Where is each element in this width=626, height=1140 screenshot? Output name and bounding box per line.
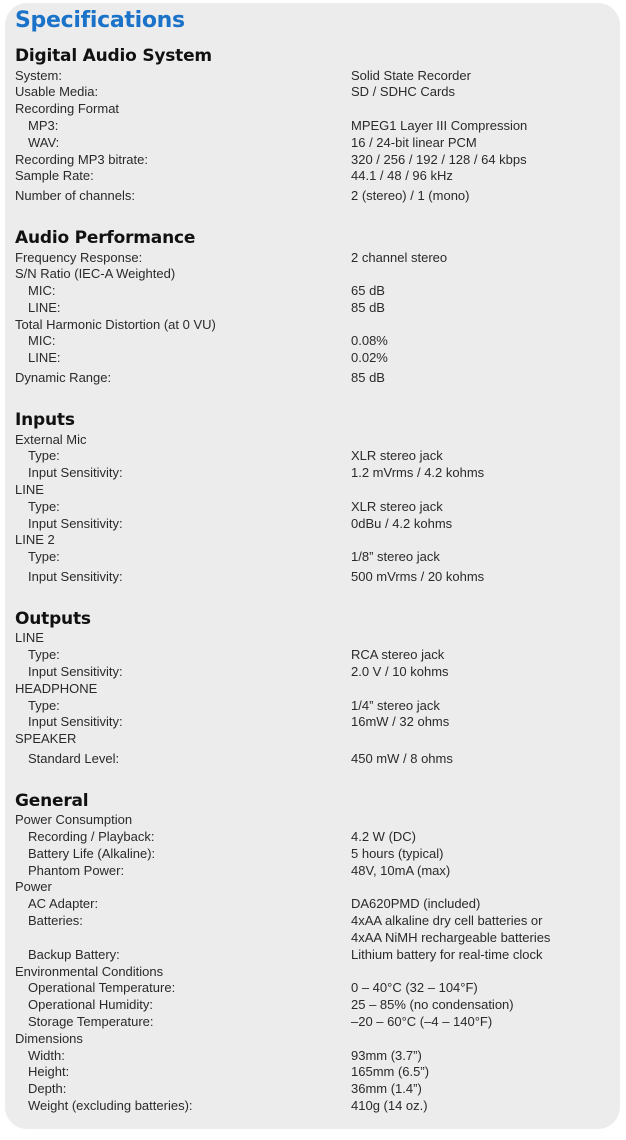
section-heading-outputs: Outputs: [15, 609, 91, 629]
spec-value: 5 hours (typical): [351, 846, 444, 861]
spec-label: LINE: [15, 630, 44, 645]
spec-row: [0, 68, 626, 84]
spec-row: [0, 846, 626, 862]
spec-row: [0, 448, 626, 464]
spec-label: External Mic: [15, 432, 87, 447]
spec-label: System:: [15, 68, 62, 83]
spec-value: RCA stereo jack: [351, 647, 445, 662]
spec-value: 85 dB: [351, 370, 385, 385]
spec-row: [0, 118, 626, 134]
section-heading-audio-performance: Audio Performance: [15, 228, 196, 248]
spec-value: 4xAA alkaline dry cell batteries or: [351, 913, 543, 928]
spec-value: 4xAA NiMH rechargeable batteries: [351, 930, 551, 945]
spec-label: Input Sensitivity:: [28, 714, 123, 729]
spec-value: 0.08%: [351, 333, 388, 348]
spec-row: [0, 980, 626, 996]
spec-label: Type:: [28, 499, 60, 514]
spec-row: [0, 333, 626, 349]
spec-label: LINE: [15, 482, 44, 497]
spec-label: Dimensions: [15, 1031, 83, 1046]
spec-row: [0, 863, 626, 879]
spec-label: LINE 2: [15, 532, 55, 547]
spec-row: [0, 698, 626, 714]
spec-value: Lithium battery for real-time clock: [351, 947, 543, 962]
spec-label: Input Sensitivity:: [28, 516, 123, 531]
spec-row: [0, 947, 626, 963]
spec-label: Sample Rate:: [15, 168, 94, 183]
spec-label: WAV:: [28, 135, 60, 150]
spec-label: MP3:: [28, 118, 59, 133]
spec-label: Input Sensitivity:: [28, 465, 123, 480]
spec-row: [0, 300, 626, 316]
spec-label: Storage Temperature:: [28, 1014, 154, 1029]
spec-row: [0, 930, 626, 946]
spec-row: [0, 812, 626, 828]
spec-row: [0, 152, 626, 168]
spec-row: [0, 731, 626, 747]
spec-value: 165mm (6.5”): [351, 1064, 430, 1079]
spec-value: 16 / 24-bit linear PCM: [351, 135, 477, 150]
spec-row: [0, 532, 626, 548]
spec-value: 85 dB: [351, 300, 385, 315]
spec-value: 36mm (1.4”): [351, 1081, 422, 1096]
spec-value: 0dBu / 4.2 kohms: [351, 516, 453, 531]
spec-label: Type:: [28, 448, 60, 463]
spec-value: 25 – 85% (no condensation): [351, 997, 514, 1012]
spec-label: Recording MP3 bitrate:: [15, 152, 148, 167]
spec-label: HEADPHONE: [15, 681, 98, 696]
spec-value: XLR stereo jack: [351, 448, 443, 463]
spec-value: Solid State Recorder: [351, 68, 471, 83]
spec-row: [0, 482, 626, 498]
spec-value: XLR stereo jack: [351, 499, 443, 514]
spec-label: Weight (excluding batteries):: [28, 1098, 193, 1113]
spec-row: [0, 135, 626, 151]
spec-label: MIC:: [28, 283, 56, 298]
spec-value: 16mW / 32 ohms: [351, 714, 450, 729]
spec-label: Input Sensitivity:: [28, 664, 123, 679]
spec-row: [0, 317, 626, 333]
spec-value: 48V, 10mA (max): [351, 863, 451, 878]
spec-row: [0, 283, 626, 299]
spec-label: Height:: [28, 1064, 70, 1079]
spec-label: S/N Ratio (IEC-A Weighted): [15, 266, 176, 281]
spec-label: Backup Battery:: [28, 947, 120, 962]
spec-label: Total Harmonic Distortion (at 0 VU): [15, 317, 216, 332]
spec-label: Type:: [28, 698, 60, 713]
spec-label: Operational Humidity:: [28, 997, 153, 1012]
spec-row: [0, 188, 626, 204]
spec-label: MIC:: [28, 333, 56, 348]
spec-value: 0.02%: [351, 350, 388, 365]
spec-row: [0, 350, 626, 366]
spec-row: [0, 647, 626, 663]
spec-label: Power: [15, 879, 52, 894]
spec-value: 320 / 256 / 192 / 128 / 64 kbps: [351, 152, 527, 167]
spec-value: 44.1 / 48 / 96 kHz: [351, 168, 453, 183]
spec-row: [0, 370, 626, 386]
spec-row: [0, 465, 626, 481]
spec-row: [0, 1064, 626, 1080]
spec-label: Standard Level:: [28, 751, 120, 766]
spec-value: 1/4” stereo jack: [351, 698, 440, 713]
spec-row: [0, 266, 626, 282]
spec-label: Power Consumption: [15, 812, 133, 827]
spec-row: [0, 84, 626, 100]
spec-label: AC Adapter:: [28, 896, 99, 911]
spec-value: 2.0 V / 10 kohms: [351, 664, 449, 679]
spec-row: [0, 997, 626, 1013]
spec-label: LINE:: [28, 300, 61, 315]
spec-label: Input Sensitivity:: [28, 569, 123, 584]
spec-value: 500 mVrms / 20 kohms: [351, 569, 485, 584]
spec-value: 0 – 40°C (32 – 104°F): [351, 980, 478, 995]
spec-label: Recording Format: [15, 101, 120, 116]
spec-label: Phantom Power:: [28, 863, 125, 878]
section-heading-digital-audio-system: Digital Audio System: [15, 46, 212, 66]
spec-label: Frequency Response:: [15, 250, 143, 265]
spec-value: SD / SDHC Cards: [351, 84, 456, 99]
section-heading-general: General: [15, 791, 89, 811]
spec-value: 4.2 W (DC): [351, 829, 416, 844]
spec-row: [0, 432, 626, 448]
spec-value: DA620PMD (included): [351, 896, 481, 911]
spec-label: Depth:: [28, 1081, 67, 1096]
spec-label: Number of channels:: [15, 188, 135, 203]
spec-value: 2 (stereo) / 1 (mono): [351, 188, 470, 203]
spec-label: LINE:: [28, 350, 61, 365]
spec-row: [0, 714, 626, 730]
spec-row: [0, 751, 626, 767]
spec-label: Recording / Playback:: [28, 829, 155, 844]
spec-row: [0, 499, 626, 515]
spec-label: Batteries:: [28, 913, 83, 928]
spec-value: MPEG1 Layer III Compression: [351, 118, 528, 133]
spec-value: 1/8” stereo jack: [351, 549, 440, 564]
spec-row: [0, 630, 626, 646]
spec-label: Type:: [28, 549, 60, 564]
spec-row: [0, 1098, 626, 1114]
spec-row: [0, 101, 626, 117]
spec-row: [0, 1048, 626, 1064]
spec-label: Environmental Conditions: [15, 964, 164, 979]
spec-value: 1.2 mVrms / 4.2 kohms: [351, 465, 485, 480]
spec-value: –20 – 60°C (–4 – 140°F): [351, 1014, 493, 1029]
spec-row: [0, 516, 626, 532]
spec-label: Dynamic Range:: [15, 370, 112, 385]
spec-value: 65 dB: [351, 283, 385, 298]
spec-row: [0, 1081, 626, 1097]
spec-row: [0, 549, 626, 565]
spec-label: Operational Temperature:: [28, 980, 176, 995]
spec-row: [0, 250, 626, 266]
spec-label: Type:: [28, 647, 60, 662]
section-heading-inputs: Inputs: [15, 410, 75, 430]
spec-label: Battery Life (Alkaline):: [28, 846, 156, 861]
spec-value: 410g (14 oz.): [351, 1098, 428, 1113]
spec-value: 93mm (3.7”): [351, 1048, 422, 1063]
spec-value: 2 channel stereo: [351, 250, 448, 265]
spec-row: [0, 1014, 626, 1030]
spec-row: [0, 1031, 626, 1047]
spec-value: 450 mW / 8 ohms: [351, 751, 453, 766]
spec-row: [0, 168, 626, 184]
spec-label: Usable Media:: [15, 84, 99, 99]
spec-row: [0, 896, 626, 912]
spec-row: [0, 569, 626, 585]
page-title: Specifications: [15, 8, 185, 33]
spec-label: Width:: [28, 1048, 65, 1063]
spec-row: [0, 681, 626, 697]
spec-row: [0, 913, 626, 929]
spec-label: SPEAKER: [15, 731, 77, 746]
spec-row: [0, 879, 626, 895]
spec-row: [0, 829, 626, 845]
spec-row: [0, 664, 626, 680]
spec-row: [0, 964, 626, 980]
